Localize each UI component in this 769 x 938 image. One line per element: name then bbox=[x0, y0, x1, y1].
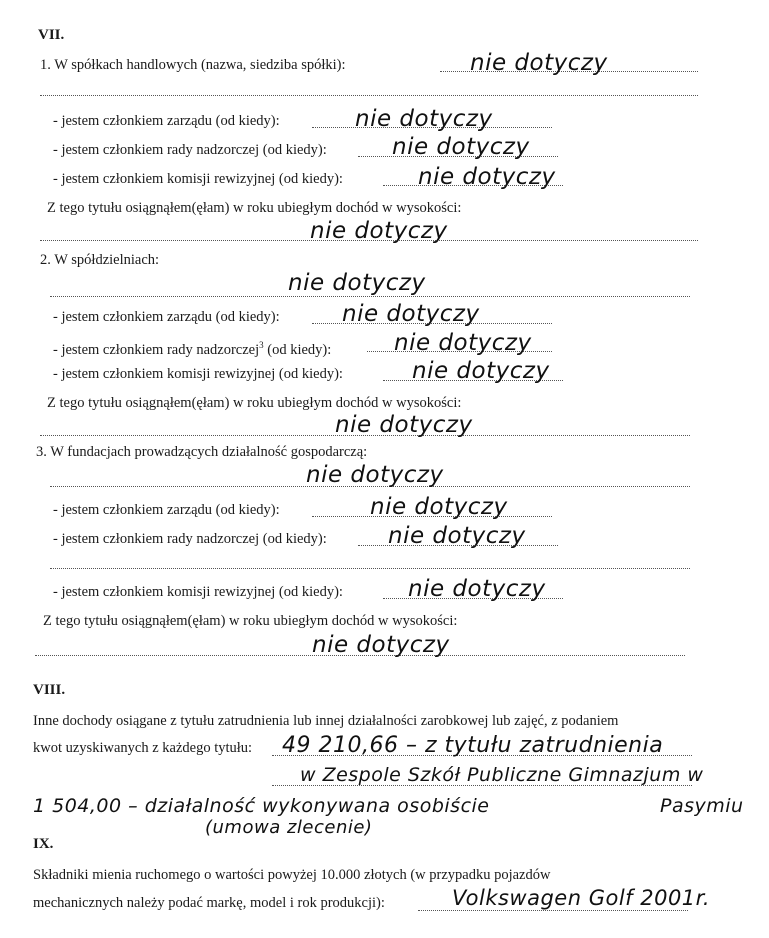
zarzad-answer-3: nie dotyczy bbox=[370, 494, 508, 520]
section-8-income-2: 1 504,00 – działalność wykonywana osobiście bbox=[33, 795, 490, 817]
komisja-label-3: - jestem członkiem komisji rewizyjnej (od kiedy): bbox=[53, 584, 343, 600]
rada-answer-2: nie dotyczy bbox=[394, 330, 532, 356]
rada-answer-1: nie dotyczy bbox=[392, 134, 530, 160]
dochod-label-2: Z tego tytułu osiągnąłem(ęłam) w roku ubiegłym dochód w wysokości: bbox=[47, 395, 462, 411]
item-2-answer: nie dotyczy bbox=[288, 270, 426, 296]
section-9-line-1: Składniki mienia ruchomego o wartości powyżej 10.000 złotych (w przypadku pojazdów bbox=[33, 867, 551, 883]
item-2-label: 2. W spółdzielniach: bbox=[40, 252, 160, 268]
komisja-answer-2: nie dotyczy bbox=[412, 358, 550, 384]
zarzad-answer-1: nie dotyczy bbox=[355, 106, 493, 132]
section-8-income-2-note: (umowa zlecenie) bbox=[205, 817, 373, 838]
section-8-income-1: 49 210,66 – z tytułu zatrudnienia bbox=[282, 733, 664, 758]
section-9-dotted-line bbox=[418, 910, 688, 911]
item-2-dotted-line bbox=[50, 296, 690, 297]
footnote-3-marker: 3 bbox=[259, 340, 264, 350]
komisja-answer-1: nie dotyczy bbox=[418, 164, 556, 190]
dochod-answer-2: nie dotyczy bbox=[335, 412, 473, 438]
dochod-answer-3: nie dotyczy bbox=[312, 632, 450, 658]
zarzad-label-3: - jestem członkiem zarządu (od kiedy): bbox=[53, 502, 280, 518]
komisja-label-1: - jestem członkiem komisji rewizyjnej (od kiedy): bbox=[53, 171, 343, 187]
section-8-line-1: Inne dochody osiągane z tytułu zatrudnienia lub innej działalności zarobkowej lub zajęć, z podaniem bbox=[33, 713, 619, 729]
item-1-label: 1. W spółkach handlowych (nazwa, siedziba spółki): bbox=[40, 57, 346, 73]
rada-label-2-suffix: (od kiedy): bbox=[263, 341, 332, 358]
zarzad-answer-2: nie dotyczy bbox=[342, 301, 480, 327]
section-8-heading: VIII. bbox=[33, 682, 66, 698]
komisja-answer-3: nie dotyczy bbox=[408, 576, 546, 602]
dochod-answer-1: nie dotyczy bbox=[310, 218, 448, 244]
item-1-answer: nie dotyczy bbox=[470, 50, 608, 76]
section-9-heading: IX. bbox=[33, 836, 54, 852]
blank-dotted-line-3 bbox=[50, 568, 690, 569]
section-9-line-2: mechanicznych należy podać markę, model i rok produkcji): bbox=[33, 895, 385, 911]
zarzad-label-1: - jestem członkiem zarządu (od kiedy): bbox=[53, 113, 280, 129]
item-3-answer: nie dotyczy bbox=[306, 462, 444, 488]
section-7-heading: VII. bbox=[38, 27, 65, 43]
komisja-label-2: - jestem członkiem komisji rewizyjnej (od kiedy): bbox=[53, 366, 343, 382]
dochod-label-1: Z tego tytułu osiągnąłem(ęłam) w roku ubiegłym dochód w wysokości: bbox=[47, 200, 462, 216]
rada-label-1: - jestem członkiem rady nadzorczej (od kiedy): bbox=[53, 142, 327, 158]
rada-label-2 bbox=[53, 337, 331, 358]
section-8-employer: w Zespole Szkół Publiczne Gimnazjum w bbox=[300, 764, 704, 786]
rada-label-3: - jestem członkiem rady nadzorczej (od kiedy): bbox=[53, 531, 327, 547]
item-3-label: 3. W fundacjach prowadzących działalność gospodarczą: bbox=[36, 444, 368, 460]
zarzad-label-2: - jestem członkiem zarządu (od kiedy): bbox=[53, 309, 280, 325]
rada-answer-3: nie dotyczy bbox=[388, 523, 526, 549]
rada-label-2-text: - jestem członkiem rady nadzorczej bbox=[53, 341, 260, 358]
item-1-dotted-line-2 bbox=[40, 95, 698, 96]
section-8-employer-town: Pasymiu bbox=[660, 795, 744, 817]
section-8-line-2: kwot uzyskiwanych z każdego tytułu: bbox=[33, 740, 253, 756]
section-9-answer: Volkswagen Golf 2001r. bbox=[452, 886, 711, 910]
dochod-label-3: Z tego tytułu osiągnąłem(ęłam) w roku ubiegłym dochód w wysokości: bbox=[43, 613, 458, 629]
